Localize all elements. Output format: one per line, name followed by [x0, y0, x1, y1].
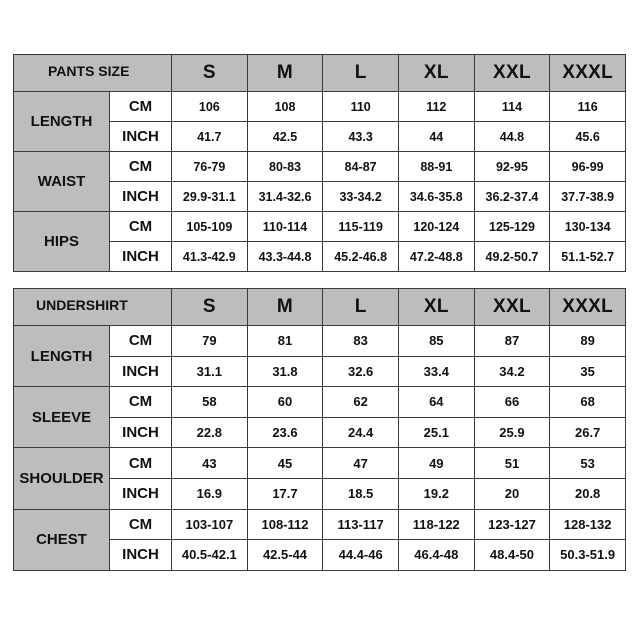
measurement-label: LENGTH	[14, 92, 110, 152]
size-value-cell: 125-129	[474, 212, 550, 242]
size-value-cell: 25.1	[398, 417, 474, 448]
size-value-cell: 24.4	[323, 417, 399, 448]
size-value-cell: 43	[172, 448, 248, 479]
size-value-cell: 43.3	[323, 122, 399, 152]
size-value-cell: 20	[474, 478, 550, 509]
size-value-cell: 45.2-46.8	[323, 242, 399, 272]
table-row	[14, 387, 626, 418]
measurement-label: SLEEVE	[14, 387, 110, 448]
size-value-cell: 81	[247, 326, 323, 357]
size-value-cell: 108-112	[247, 509, 323, 540]
size-value-cell: 108	[247, 92, 323, 122]
unit-label: INCH	[110, 417, 172, 448]
unit-label: CM	[110, 212, 172, 242]
size-value-cell: 40.5-42.1	[172, 540, 248, 571]
undershirt-size-table	[13, 288, 626, 571]
size-value-cell: 96-99	[550, 152, 626, 182]
size-value-cell: 89	[550, 326, 626, 357]
header-row	[14, 289, 626, 326]
size-value-cell: 87	[474, 326, 550, 357]
size-value-cell: 46.4-48	[398, 540, 474, 571]
size-value-cell: 115-119	[323, 212, 399, 242]
size-value-cell: 33-34.2	[323, 182, 399, 212]
size-value-cell: 43.3-44.8	[247, 242, 323, 272]
size-value-cell: 84-87	[323, 152, 399, 182]
size-value-cell: 48.4-50	[474, 540, 550, 571]
size-header: L	[323, 55, 399, 92]
size-header: XXL	[474, 55, 550, 92]
size-value-cell: 128-132	[550, 509, 626, 540]
size-value-cell: 120-124	[398, 212, 474, 242]
table-title: PANTS SIZE	[14, 55, 172, 92]
size-value-cell: 47	[323, 448, 399, 479]
size-value-cell: 16.9	[172, 478, 248, 509]
table-row	[14, 326, 626, 357]
size-value-cell: 45	[247, 448, 323, 479]
table-row	[14, 92, 626, 122]
size-value-cell: 92-95	[474, 152, 550, 182]
size-value-cell: 85	[398, 326, 474, 357]
size-value-cell: 32.6	[323, 356, 399, 387]
size-value-cell: 41.3-42.9	[172, 242, 248, 272]
size-value-cell: 35	[550, 356, 626, 387]
size-value-cell: 23.6	[247, 417, 323, 448]
measurement-label: LENGTH	[14, 326, 110, 387]
unit-label: INCH	[110, 478, 172, 509]
size-value-cell: 113-117	[323, 509, 399, 540]
size-value-cell: 31.1	[172, 356, 248, 387]
unit-label: INCH	[110, 356, 172, 387]
unit-label: INCH	[110, 242, 172, 272]
size-header: XL	[398, 55, 474, 92]
size-value-cell: 80-83	[247, 152, 323, 182]
measurement-label: SHOULDER	[14, 448, 110, 509]
size-value-cell: 34.6-35.8	[398, 182, 474, 212]
size-value-cell: 116	[550, 92, 626, 122]
size-value-cell: 68	[550, 387, 626, 418]
size-value-cell: 36.2-37.4	[474, 182, 550, 212]
table-title: UNDERSHIRT	[14, 289, 172, 326]
size-value-cell: 19.2	[398, 478, 474, 509]
size-value-cell: 31.4-32.6	[247, 182, 323, 212]
size-value-cell: 44	[398, 122, 474, 152]
size-value-cell: 106	[172, 92, 248, 122]
size-value-cell: 88-91	[398, 152, 474, 182]
size-value-cell: 112	[398, 92, 474, 122]
size-header: S	[172, 289, 248, 326]
unit-label: CM	[110, 152, 172, 182]
unit-label: CM	[110, 92, 172, 122]
table-row	[14, 212, 626, 242]
size-value-cell: 60	[247, 387, 323, 418]
unit-label: INCH	[110, 122, 172, 152]
unit-label: CM	[110, 448, 172, 479]
size-value-cell: 130-134	[550, 212, 626, 242]
size-value-cell: 33.4	[398, 356, 474, 387]
size-value-cell: 110	[323, 92, 399, 122]
pants-size-table	[13, 54, 626, 272]
size-value-cell: 44.8	[474, 122, 550, 152]
size-header: XXXL	[550, 289, 626, 326]
size-value-cell: 31.8	[247, 356, 323, 387]
size-value-cell: 20.8	[550, 478, 626, 509]
size-header: M	[247, 55, 323, 92]
table-row	[14, 448, 626, 479]
size-value-cell: 22.8	[172, 417, 248, 448]
size-value-cell: 42.5	[247, 122, 323, 152]
measurement-label: HIPS	[14, 212, 110, 272]
size-value-cell: 26.7	[550, 417, 626, 448]
size-header: XL	[398, 289, 474, 326]
size-value-cell: 51.1-52.7	[550, 242, 626, 272]
size-value-cell: 34.2	[474, 356, 550, 387]
size-value-cell: 47.2-48.8	[398, 242, 474, 272]
size-value-cell: 49	[398, 448, 474, 479]
size-value-cell: 123-127	[474, 509, 550, 540]
size-value-cell: 41.7	[172, 122, 248, 152]
size-value-cell: 51	[474, 448, 550, 479]
size-value-cell: 25.9	[474, 417, 550, 448]
size-value-cell: 110-114	[247, 212, 323, 242]
size-value-cell: 76-79	[172, 152, 248, 182]
size-header: M	[247, 289, 323, 326]
size-header: XXXL	[550, 55, 626, 92]
size-value-cell: 49.2-50.7	[474, 242, 550, 272]
measurement-label: CHEST	[14, 509, 110, 570]
size-value-cell: 79	[172, 326, 248, 357]
unit-label: CM	[110, 326, 172, 357]
size-value-cell: 114	[474, 92, 550, 122]
size-value-cell: 37.7-38.9	[550, 182, 626, 212]
size-value-cell: 118-122	[398, 509, 474, 540]
table-row	[14, 509, 626, 540]
size-value-cell: 17.7	[247, 478, 323, 509]
unit-label: CM	[110, 387, 172, 418]
size-value-cell: 45.6	[550, 122, 626, 152]
size-value-cell: 64	[398, 387, 474, 418]
size-value-cell: 103-107	[172, 509, 248, 540]
size-value-cell: 62	[323, 387, 399, 418]
size-value-cell: 29.9-31.1	[172, 182, 248, 212]
size-value-cell: 18.5	[323, 478, 399, 509]
size-value-cell: 44.4-46	[323, 540, 399, 571]
size-header: S	[172, 55, 248, 92]
table-row	[14, 152, 626, 182]
unit-label: INCH	[110, 540, 172, 571]
header-row	[14, 55, 626, 92]
size-value-cell: 53	[550, 448, 626, 479]
size-value-cell: 105-109	[172, 212, 248, 242]
size-value-cell: 50.3-51.9	[550, 540, 626, 571]
size-value-cell: 83	[323, 326, 399, 357]
size-value-cell: 58	[172, 387, 248, 418]
unit-label: CM	[110, 509, 172, 540]
size-header: XXL	[474, 289, 550, 326]
unit-label: INCH	[110, 182, 172, 212]
size-value-cell: 42.5-44	[247, 540, 323, 571]
size-header: L	[323, 289, 399, 326]
measurement-label: WAIST	[14, 152, 110, 212]
size-value-cell: 66	[474, 387, 550, 418]
